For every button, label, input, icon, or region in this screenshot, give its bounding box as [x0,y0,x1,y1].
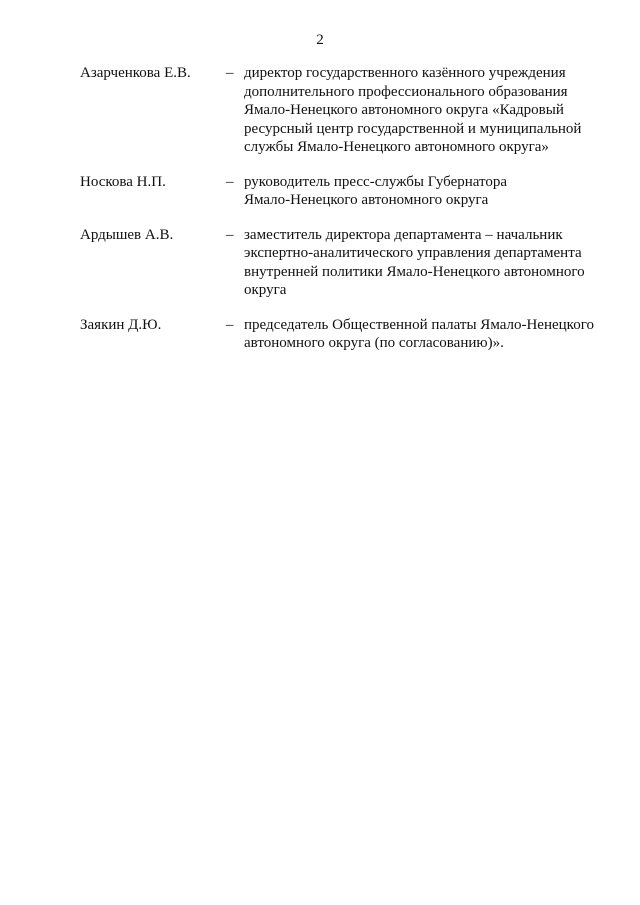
member-name: Носкова Н.П. [80,173,166,190]
member-role: председатель Общественной палаты Ямало-Ненецкого автономного округа (по согласованию)». [244,316,594,351]
member-row [80,226,600,300]
member-dash: – [226,65,234,81]
member-name: Азарченкова Е.В. [80,65,191,81]
member-role: руководитель пресс-службы Губернатора Ямало-Ненецкого автономного округа [244,173,508,208]
member-dash: – [226,173,234,190]
member-dash: – [226,316,234,333]
member-name: Заякин Д.Ю. [80,316,162,333]
member-role: заместитель директора департамента – начальник экспертно-аналитического управления департамента внутренней политики Ямало-Ненецкого автономного округа [244,226,585,298]
member-row [80,316,600,353]
page-number: 2 [316,32,324,48]
member-dash: – [226,226,234,243]
member-row [80,64,600,157]
member-row [80,173,600,210]
members-list [80,64,600,369]
member-role: директор государственного казённого учреждения дополнительного профессионального образования Ямало-Ненецкого автономного округа «Кадровый ресурсный центр государственной и муниципальной службы Ямало-Ненецкого автономного округа» [244,65,582,155]
member-name: Ардышев А.В. [80,226,174,243]
